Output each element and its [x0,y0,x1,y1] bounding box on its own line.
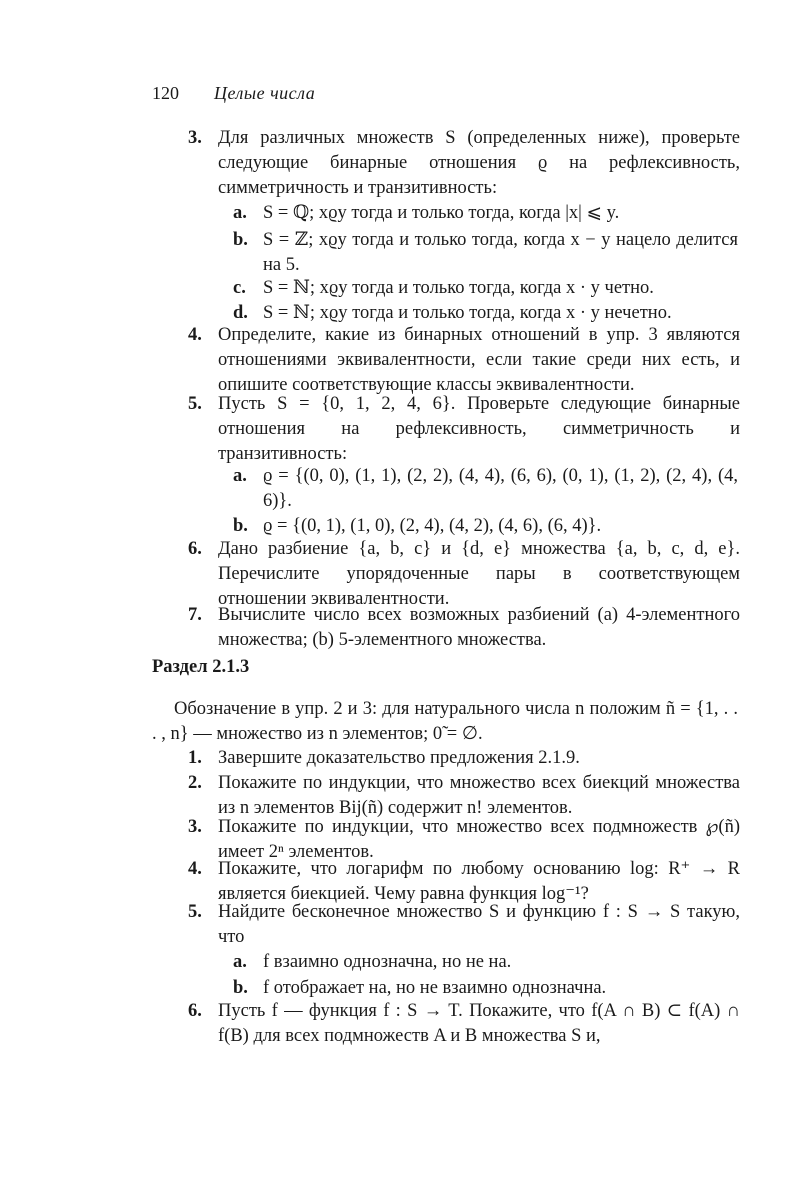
subitem-text: S = ℕ; xϱy тогда и только тогда, когда x · y нечетно. [263,303,672,323]
exercise-2-6 [188,999,740,1049]
notation-paragraph [152,697,738,747]
subitem-text: ϱ = {(0, 1), (1, 0), (2, 4), (4, 2), (4, 6), (6, 4)}. [263,516,602,536]
subitem-label: b. [233,516,248,536]
exercise-number: 3. [188,817,202,837]
subitem-label: c. [233,278,246,298]
subitem-text: S = ℕ; xϱy тогда и только тогда, когда x · y четно. [263,278,654,298]
exercise-text: Завершите доказательство предложения 2.1.9. [218,748,580,768]
exercise-text: Покажите, что логарифм по любому основанию log: R⁺ → R является биекцией. Чему равна функция log⁻¹? [218,859,740,904]
exercise-5a [233,464,738,514]
subitem-text: f отображает на, но не взаимно однозначна. [263,978,607,998]
exercise-text: Найдите бесконечное множество S и функцию f : S → S такую, что [218,902,740,947]
exercise-number: 6. [188,1001,202,1021]
subitem-text: f взаимно однозначна, но не на. [263,952,512,972]
exercise-number: 4. [188,859,202,879]
exercise-2-1 [188,746,740,771]
exercise-text: Для различных множеств S (определенных ниже), проверьте следующие бинарные отношения ϱ на рефлексивность, симметричность и транзитивность: [218,128,740,198]
section-heading: Раздел 2.1.3 [152,657,250,677]
exercise-number: 4. [188,325,202,345]
subitem-label: b. [233,978,248,998]
exercise-text: Пусть S = {0, 1, 2, 4, 6}. Проверьте следующие бинарные отношения на рефлексивность, симметричность и транзитивность: [218,394,740,464]
exercise-3b [233,228,738,278]
subitem-text: S = ℚ; xϱy тогда и только тогда, когда |x| ⩽ y. [263,203,620,223]
exercise-4 [188,323,740,398]
exercise-number: 7. [188,605,202,625]
exercise-text: Покажите по индукции, что множество всех биекций множества из n элементов Bij(ñ) содержит n! элементов. [218,773,740,818]
subitem-label: a. [233,203,247,223]
exercise-3a [233,201,738,226]
exercise-7 [188,603,740,653]
exercise-number: 1. [188,748,202,768]
exercise-text: Дано разбиение {a, b, c} и {d, e} множества {a, b, c, d, e}. Перечислите упорядоченные пары в соответствующем отношении эквивалентности. [218,539,740,609]
exercise-number: 5. [188,902,202,922]
subitem-label: a. [233,466,247,486]
exercise-number: 6. [188,539,202,559]
exercise-text: Вычислите число всех возможных разбиений (a) 4-элементного множества; (b) 5-элементного множества. [218,605,740,650]
exercise-2-5b [233,976,738,1001]
exercise-text: Определите, какие из бинарных отношений в упр. 3 являются отношениями эквивалентности, если такие среди них есть, и опишите соответствующие классы эквивалентности. [218,325,740,395]
exercise-text: Пусть f — функция f : S → T. Покажите, что f(A ∩ B) ⊂ f(A) ∩ f(B) для всех подмножеств A и B множества S и, [218,1001,740,1046]
subitem-label: a. [233,952,247,972]
exercise-2-2 [188,771,740,821]
subitem-text: S = ℤ; xϱy тогда и только тогда, когда x − y нацело делится на 5. [263,230,738,275]
exercise-6 [188,537,740,612]
subitem-label: d. [233,303,248,323]
exercise-3 [188,126,740,201]
exercise-5 [188,392,740,467]
exercise-number: 5. [188,394,202,414]
exercise-2-5a [233,950,738,975]
subitem-label: b. [233,230,248,250]
notation-text: Обозначение в упр. 2 и 3: для натурального числа n положим ñ = {1, . . . , n} — множество из n элементов; 0̃ = ∅. [152,699,738,744]
running-header [152,81,315,106]
exercise-number: 2. [188,773,202,793]
exercise-3c [233,276,738,301]
exercise-5b [233,514,738,539]
subitem-text: ϱ = {(0, 0), (1, 1), (2, 2), (4, 4), (6, 6), (0, 1), (1, 2), (2, 4), (4, 6)}. [263,466,738,511]
exercise-number: 3. [188,128,202,148]
page-number: 120 [152,83,179,103]
chapter-title: Целые числа [214,83,316,103]
exercise-text: Покажите по индукции, что множество всех подмножеств ℘(ñ) имеет 2ⁿ элементов. [218,817,740,862]
exercise-2-5 [188,900,740,950]
